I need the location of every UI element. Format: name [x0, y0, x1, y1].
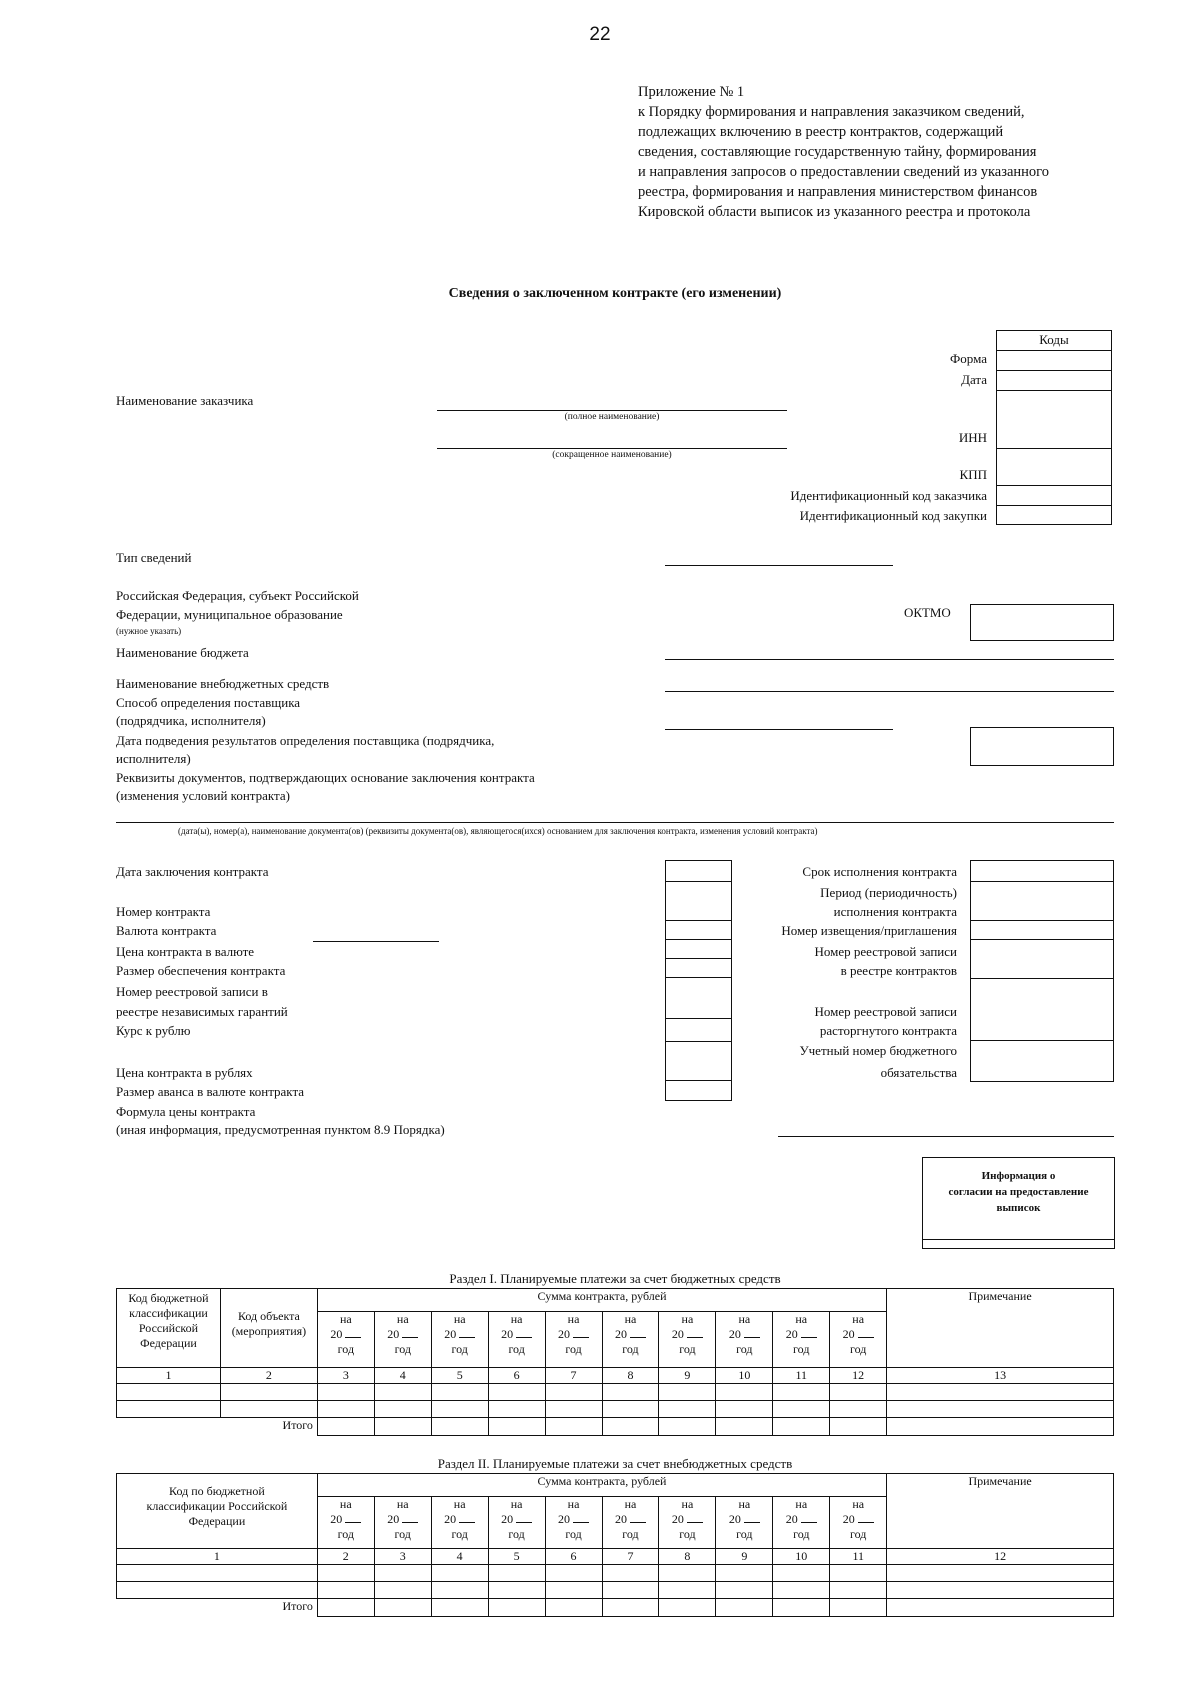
year-cell[interactable]: на 20 год: [431, 1312, 488, 1368]
offbudget-name-line[interactable]: [665, 691, 1114, 692]
term-field[interactable]: [970, 860, 1114, 882]
requisites-line[interactable]: [116, 822, 1114, 823]
column-number: 12: [830, 1368, 887, 1384]
appendix-line: сведения, составляющие государственную тайну, формирования: [638, 144, 1037, 160]
s1-kbk-line: классификации: [129, 1306, 208, 1320]
s1-number-row: [117, 1368, 1114, 1384]
customer-name-label: Наименование заказчика: [116, 393, 254, 408]
rate-field[interactable]: [665, 1018, 732, 1042]
other-info-label: (иная информация, предусмотренная пунктом 8.9 Порядка): [116, 1122, 445, 1137]
kpp-field[interactable]: [997, 449, 1111, 486]
year-cell[interactable]: на 20 год: [374, 1312, 431, 1368]
terminated-label-2: расторгнутого контракта: [819, 1023, 957, 1038]
obligation-field[interactable]: [970, 1040, 1114, 1082]
column-number: 1: [117, 1368, 221, 1384]
rate-label: Курс к рублю: [116, 1023, 191, 1038]
appendix-line: и направления запросов о предоставлении сведений из указанного: [638, 164, 1050, 180]
results-date-field[interactable]: [970, 727, 1114, 766]
form-label: Форма: [950, 351, 987, 366]
currency-label: Валюта контракта: [116, 923, 217, 938]
column-number: 3: [374, 1549, 431, 1565]
oktmo-label: ОКТМО: [904, 605, 951, 620]
results-date-label-1: Дата подведения результатов определения поставщика (подрядчика,: [116, 733, 495, 748]
s1-total-label: Итого: [220, 1418, 317, 1436]
column-number: 11: [830, 1549, 887, 1565]
federation-label-2: Федерации, муниципальное образование: [116, 607, 343, 622]
federation-hint: (нужное указать): [116, 626, 182, 636]
column-number: 6: [488, 1368, 545, 1384]
supplier-method-label-1: Способ определения поставщика: [116, 695, 301, 710]
contract-date-label: Дата заключения контракта: [116, 864, 269, 879]
column-number: 2: [220, 1368, 317, 1384]
appendix-line: Приложение № 1: [638, 84, 745, 100]
contract-number-field[interactable]: [665, 881, 732, 921]
column-number: 9: [716, 1549, 773, 1565]
year-cell[interactable]: на 20 год: [773, 1312, 830, 1368]
appendix-header: [638, 82, 1049, 222]
year-cell[interactable]: на 20 год: [773, 1497, 830, 1549]
s2-number-row: [117, 1549, 1114, 1565]
consent-line: согласии на предоставление: [948, 1186, 1089, 1198]
price-currency-field[interactable]: [665, 939, 732, 959]
column-number: 9: [659, 1368, 716, 1384]
year-cell[interactable]: на 20 год: [431, 1497, 488, 1549]
formula-line[interactable]: [778, 1136, 1114, 1137]
section2-title: Раздел II. Планируемые платежи за счет внебюджетных средств: [437, 1456, 793, 1471]
column-number: 11: [773, 1368, 830, 1384]
page-number: 22: [589, 24, 611, 45]
terminated-reg-field[interactable]: [970, 978, 1114, 1041]
column-number: 4: [431, 1549, 488, 1565]
security-size-field[interactable]: [665, 958, 732, 978]
kpp-label: КПП: [959, 467, 987, 482]
reg-label-1: Номер реестровой записи: [814, 944, 957, 959]
s1-total-row[interactable]: [117, 1418, 1114, 1436]
column-number: 6: [545, 1549, 602, 1565]
formula-label: Формула цены контракта: [116, 1104, 256, 1119]
guarantee-reg-label-1: Номер реестровой записи в: [116, 984, 268, 999]
short-name-hint: (сокращенное наименование): [552, 450, 672, 460]
year-cell[interactable]: на 20 год: [716, 1497, 773, 1549]
security-size-label: Размер обеспечения контракта: [116, 963, 286, 978]
s1-kbk-line: Федерации: [140, 1336, 197, 1350]
requisites-hint: (дата(ы), номер(а), наименование документа(ов) (реквизиты документа(ов), являющегося(ихся) основанием для заключения контракта, изменения условий контракта): [178, 826, 818, 836]
codes-header: Коды: [997, 331, 1111, 351]
guarantee-reg-label-2: реестре независимых гарантий: [116, 1004, 288, 1019]
purchase-id-field[interactable]: [997, 506, 1111, 524]
year-cell[interactable]: на 20 год: [602, 1497, 659, 1549]
reg-label-2: в реестре контрактов: [840, 963, 957, 978]
inn-field[interactable]: [997, 391, 1111, 449]
consent-divider: [923, 1239, 1114, 1240]
offbudget-name-label: Наименование внебюджетных средств: [116, 676, 330, 691]
s1-note-header: Примечание: [887, 1289, 1114, 1368]
column-number: 5: [431, 1368, 488, 1384]
budget-name-line[interactable]: [665, 659, 1114, 660]
s2-note-header: Примечание: [887, 1474, 1114, 1549]
full-name-hint: (полное наименование): [564, 412, 660, 422]
budget-name-label: Наименование бюджета: [116, 645, 249, 660]
year-cell[interactable]: на 20 год: [545, 1312, 602, 1368]
year-cell[interactable]: на 20 год: [602, 1312, 659, 1368]
year-cell[interactable]: на 20 год: [488, 1312, 545, 1368]
appendix-line: Кировской области выписок из указанного реестра и протокола: [638, 204, 1031, 220]
s2-total-label: Итого: [117, 1599, 318, 1617]
column-number: 10: [716, 1368, 773, 1384]
s1-kbk-line: Российской: [138, 1321, 199, 1335]
table-row[interactable]: [117, 1384, 1114, 1401]
price-rub-label: Цена контракта в рублях: [116, 1065, 253, 1080]
terminated-label-1: Номер реестровой записи: [814, 1004, 957, 1019]
inn-label: ИНН: [958, 430, 987, 445]
column-number: 5: [488, 1549, 545, 1565]
appendix-line: подлежащих включению в реестр контрактов, содержащий: [638, 124, 1004, 140]
customer-id-field[interactable]: [997, 486, 1111, 506]
currency-field[interactable]: [665, 920, 732, 940]
obligation-label-2: обязательства: [880, 1065, 957, 1080]
year-cell[interactable]: на 20 год: [545, 1497, 602, 1549]
contract-reg-field[interactable]: [970, 939, 1114, 979]
column-number: 2: [317, 1549, 374, 1565]
table-row[interactable]: [117, 1401, 1114, 1418]
column-number: 13: [887, 1368, 1114, 1384]
advance-field[interactable]: [665, 1080, 732, 1101]
contract-number-label: Номер контракта: [116, 904, 211, 919]
date-code-field[interactable]: [997, 371, 1111, 391]
term-label: Срок исполнения контракта: [802, 864, 957, 879]
info-type-line[interactable]: [665, 565, 893, 566]
currency-line[interactable]: [313, 941, 439, 942]
year-cell[interactable]: на 20 год: [716, 1312, 773, 1368]
s2-total-row[interactable]: [117, 1599, 1114, 1617]
oktmo-field[interactable]: [970, 604, 1114, 641]
year-cell[interactable]: на 20 год: [659, 1497, 716, 1549]
federation-label-1: Российская Федерация, субъект Российской: [116, 588, 359, 603]
year-cell[interactable]: на 20 год: [374, 1497, 431, 1549]
s2-sum-header: Сумма контракта, рублей: [317, 1474, 886, 1497]
column-number: 12: [887, 1549, 1114, 1565]
s2-kbk-header: [117, 1474, 318, 1549]
s1-obj-line: Код объекта: [237, 1309, 300, 1323]
year-cell[interactable]: на 20 год: [488, 1497, 545, 1549]
column-number: 7: [545, 1368, 602, 1384]
section1-title: Раздел I. Планируемые платежи за счет бюджетных средств: [449, 1271, 781, 1286]
period-label-2: исполнения контракта: [833, 904, 957, 919]
table-row[interactable]: [117, 1565, 1114, 1582]
s1-kbk-header: [117, 1289, 221, 1368]
consent-box[interactable]: [922, 1157, 1115, 1249]
year-cell[interactable]: на 20 год: [317, 1497, 374, 1549]
advance-label: Размер аванса в валюте контракта: [116, 1084, 305, 1099]
period-label-1: Период (периодичность): [820, 885, 957, 900]
notice-field[interactable]: [970, 920, 1114, 940]
s2-kbk-line: Код по бюджетной: [169, 1484, 265, 1498]
appendix-line: к Порядку формирования и направления заказчиком сведений,: [638, 104, 1025, 120]
consent-line: Информация о: [981, 1170, 1056, 1182]
s1-sum-header: Сумма контракта, рублей: [317, 1289, 886, 1312]
purchase-id-label: Идентификационный код закупки: [799, 508, 987, 523]
year-cell[interactable]: на 20 год: [830, 1312, 887, 1368]
column-number: 4: [374, 1368, 431, 1384]
year-cell[interactable]: на 20 год: [830, 1497, 887, 1549]
s2-kbk-line: классификации Российской: [146, 1499, 288, 1513]
customer-short-name-line[interactable]: [437, 448, 787, 449]
year-cell[interactable]: на 20 год: [659, 1312, 716, 1368]
appendix-line: реестра, формирования и направления министерством финансов: [638, 184, 1038, 200]
column-number: 3: [317, 1368, 374, 1384]
column-number: 1: [117, 1549, 318, 1565]
s1-obj-header: [220, 1289, 317, 1368]
section1-table: [116, 1288, 1114, 1436]
info-type-label: Тип сведений: [116, 550, 192, 565]
guarantee-reg-field[interactable]: [665, 977, 732, 1019]
period-field[interactable]: [970, 881, 1114, 921]
document-title: Сведения о заключенном контракте (его изменении): [448, 286, 782, 301]
supplier-method-line[interactable]: [665, 729, 893, 730]
results-date-label-2: исполнителя): [116, 751, 191, 766]
notice-label: Номер извещения/приглашения: [781, 923, 957, 938]
codes-box: [996, 330, 1112, 525]
form-code-field[interactable]: [997, 351, 1111, 371]
obligation-label-1: Учетный номер бюджетного: [799, 1043, 957, 1058]
requisites-label-1: Реквизиты документов, подтверждающих основание заключения контракта: [116, 770, 535, 785]
price-currency-label: Цена контракта в валюте: [116, 944, 255, 959]
table-row[interactable]: [117, 1582, 1114, 1599]
section2-table: [116, 1473, 1114, 1617]
customer-id-label: Идентификационный код заказчика: [790, 488, 987, 503]
column-number: 8: [602, 1368, 659, 1384]
contract-date-field[interactable]: [665, 860, 732, 882]
s1-kbk-line: Код бюджетной: [128, 1291, 209, 1305]
customer-full-name-line[interactable]: [437, 410, 787, 411]
column-number: 10: [773, 1549, 830, 1565]
price-rub-field[interactable]: [665, 1041, 732, 1081]
consent-line: выписок: [996, 1202, 1041, 1214]
year-cell[interactable]: на 20 год: [317, 1312, 374, 1368]
column-number: 8: [659, 1549, 716, 1565]
requisites-label-2: (изменения условий контракта): [116, 788, 290, 803]
supplier-method-label-2: (подрядчика, исполнителя): [116, 713, 266, 728]
column-number: 7: [602, 1549, 659, 1565]
date-label: Дата: [961, 372, 987, 387]
s1-obj-line: (мероприятия): [231, 1324, 307, 1338]
s2-kbk-line: Федерации: [188, 1514, 246, 1528]
